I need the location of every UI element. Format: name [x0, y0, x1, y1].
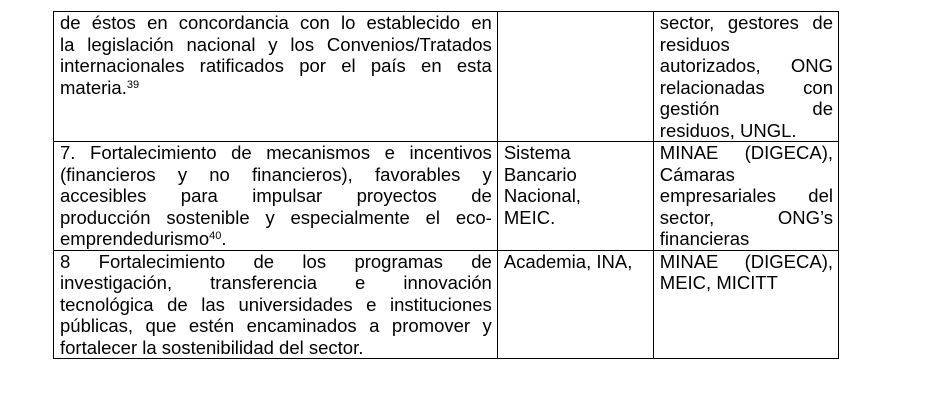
responsible-line: Sistema	[503, 142, 571, 163]
action-line: (financieros y no financieros), favorables y	[60, 163, 492, 185]
action-line: internacionales ratificados por el país en esta	[60, 55, 492, 76]
partners-cell	[653, 250, 838, 359]
partners-line: Cámaras	[659, 163, 735, 185]
partners-line: autorizados, ONG	[659, 55, 833, 76]
action-line	[60, 77, 492, 99]
action-cell	[54, 142, 498, 251]
action-line: tecnológica de las universidades e instituciones	[60, 293, 492, 315]
table-row	[54, 250, 839, 359]
action-line: investigación, transferencia e innovación	[60, 272, 492, 293]
footnote-ref: 39	[126, 78, 140, 91]
partners-line: residuos, UNGL.	[659, 119, 797, 141]
action-line-text: emprendedurismo	[60, 228, 210, 249]
action-cell	[54, 250, 498, 359]
partners-line: sector, ONG’s	[659, 206, 833, 228]
action-line: accesibles para impulsar proyectos de	[60, 185, 492, 206]
action-line-end: .	[221, 228, 227, 249]
partners-cell	[653, 142, 838, 251]
responsible-cell	[497, 12, 653, 142]
responsible-line: MEIC.	[503, 206, 556, 228]
responsible-line: Bancario	[503, 163, 577, 185]
action-line: 7. Fortalecimiento de mecanismos e incentivos	[60, 142, 492, 163]
partners-line: MINAE (DIGECA),	[659, 250, 833, 272]
action-line: públicas, que estén encaminados a promover y	[60, 315, 492, 336]
responsible-line: Nacional,	[503, 185, 581, 206]
partners-line: MEIC, MICITT	[659, 272, 778, 293]
responsible-line: Academia, INA,	[503, 250, 633, 272]
partners-line: sector, gestores de	[659, 12, 833, 33]
partners-line: gestión de	[659, 98, 833, 119]
action-line: 8 Fortalecimiento de los programas de	[60, 250, 492, 272]
action-line: la legislación nacional y los Convenios/Tratados	[60, 33, 492, 55]
partners-line: relacionadas con	[659, 76, 833, 98]
table-row	[54, 12, 839, 142]
partners-line: empresariales del	[659, 185, 833, 206]
partners-cell	[653, 12, 838, 142]
action-line-text: materia.	[60, 76, 127, 98]
actions-table	[53, 11, 839, 359]
table-row	[54, 142, 839, 251]
action-line	[60, 228, 492, 250]
action-line: producción sostenible y especialmente el eco-	[60, 206, 492, 228]
partners-line: MINAE (DIGECA),	[659, 142, 833, 163]
action-cell	[54, 12, 498, 142]
partners-line: residuos	[659, 33, 730, 55]
footnote-ref: 40	[209, 230, 222, 242]
action-line: fortalecer la sostenibilidad del sector.	[60, 336, 364, 358]
responsible-cell	[497, 250, 653, 359]
action-line: de éstos en concordancia con lo establecido en	[60, 12, 492, 33]
partners-line: financieras	[659, 228, 750, 249]
responsible-cell	[497, 142, 653, 251]
